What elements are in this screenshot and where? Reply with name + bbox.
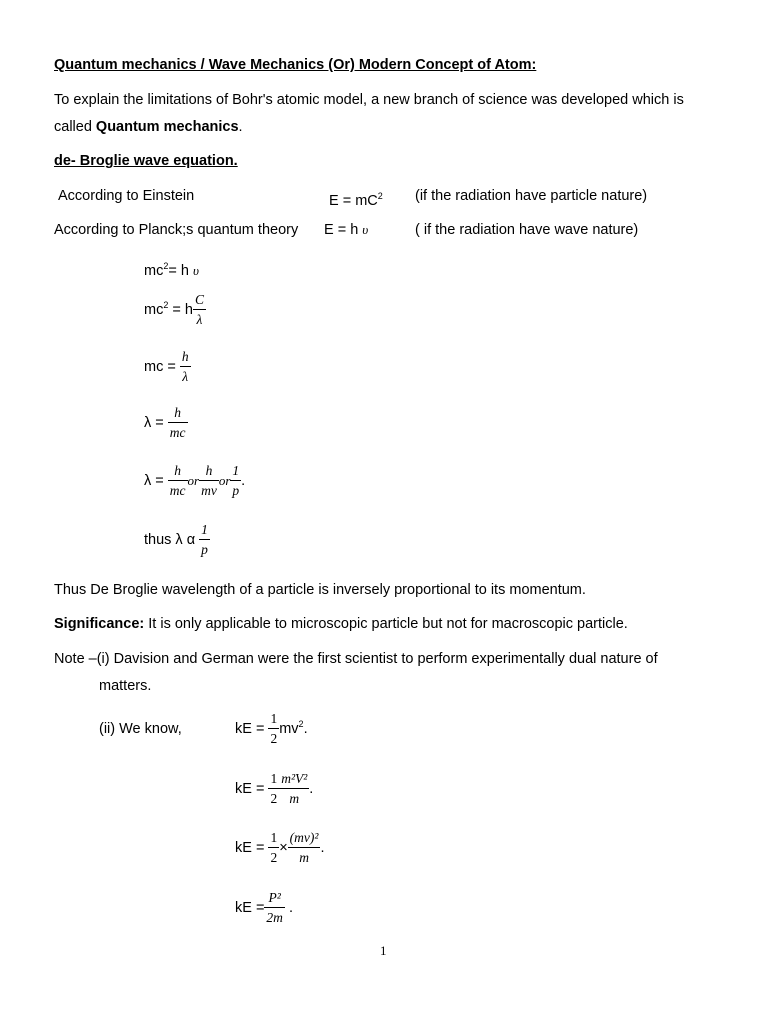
ke-equation-4: kE = $\frac{\text{P²}}{2m}$ . <box>235 890 293 925</box>
note-line-2: matters. <box>99 678 152 694</box>
equation-6: thus λ α $\frac{1}{p}$ <box>144 522 208 557</box>
fraction-h-over-mc-2: $\frac{h}{mc}$ <box>169 463 186 498</box>
significance-line: Significance: It is only applicable to microscopic particle but not for macroscopic particle. <box>54 616 628 632</box>
ke-equation-2: kE = $\frac{1}{2}$ $\frac{\text{m²V²}}{m}$ . <box>235 771 314 806</box>
page-heading: Quantum mechanics / Wave Mechanics (Or) Modern Concept of Atom: <box>54 57 537 73</box>
fraction-h-over-mc: $\frac{h}{mc}$ <box>169 405 186 440</box>
equation-3: mc = $\frac{h}{\lambda}$ <box>144 349 189 384</box>
fraction-one-half-3: $\frac{1}{2}$ <box>270 830 278 865</box>
equation-2: $mc^2 = h$ $\frac{C}{\lambda}$ <box>144 292 204 327</box>
fraction-c-over-lambda: $\frac{C}{\lambda}$ <box>194 292 204 327</box>
planck-equation: E = h υ <box>324 222 369 238</box>
fraction-1-over-p-2: $\frac{1}{p}$ <box>201 522 208 557</box>
fraction-p2-over-2m: $\frac{\text{P²}}{2m}$ <box>266 890 283 925</box>
fraction-one-half: $\frac{1}{2}$ <box>270 711 278 746</box>
section-subheading: de- Broglie wave equation. <box>54 153 238 169</box>
fraction-h-over-mv: $\frac{h}{mv}$ <box>201 463 217 498</box>
fraction-h-over-lambda: $\frac{h}{\lambda}$ <box>181 349 189 384</box>
conclusion-text: Thus De Broglie wavelength of a particle is inversely proportional to its momentum. <box>54 582 586 598</box>
quantum-mechanics-term: Quantum mechanics <box>95 119 239 135</box>
intro-line-2: called Quantum mechanics. <box>54 119 243 135</box>
planck-label: According to Planck;s quantum theory <box>54 222 299 238</box>
note-line-1: Note –(i) Davision and German were the first scientist to perform experimentally dual nature of <box>54 651 658 667</box>
note-ii-label: (ii) We know, <box>99 721 182 737</box>
einstein-equation: $E = mC^2$ <box>329 191 383 209</box>
fraction-mv2-over-m: $\frac{\text{(mv)²}}{m}$ <box>289 830 319 865</box>
fraction-one-half-2: $\frac{1}{2}$ <box>270 771 278 806</box>
planck-note: ( if the radiation have wave nature) <box>415 222 639 238</box>
equation-5: λ = $\frac{h}{mc}$ or $\frac{h}{mv}$ or $\frac{1}{p}$ . <box>144 463 246 498</box>
einstein-note: (if the radiation have particle nature) <box>415 188 648 204</box>
ke-equation-1: kE = $\frac{1}{2}$ $mv^2$. <box>235 711 308 746</box>
fraction-m2v2-over-m: $\frac{\text{m²V²}}{m}$ <box>281 771 308 806</box>
fraction-1-over-p: $\frac{1}{p}$ <box>232 463 240 498</box>
equation-4: λ = $\frac{h}{mc}$ <box>144 405 186 440</box>
intro-line-1: To explain the limitations of Bohr's atomic model, a new branch of science was developed which is <box>54 92 684 108</box>
equation-1: $mc^2= h$ υ <box>144 261 199 279</box>
ke-equation-3: kE = $\frac{1}{2}$ × $\frac{\text{(mv)²}}{m}$ . <box>235 830 325 865</box>
page-number: 1 <box>380 943 387 958</box>
einstein-label: According to Einstein <box>58 188 195 204</box>
